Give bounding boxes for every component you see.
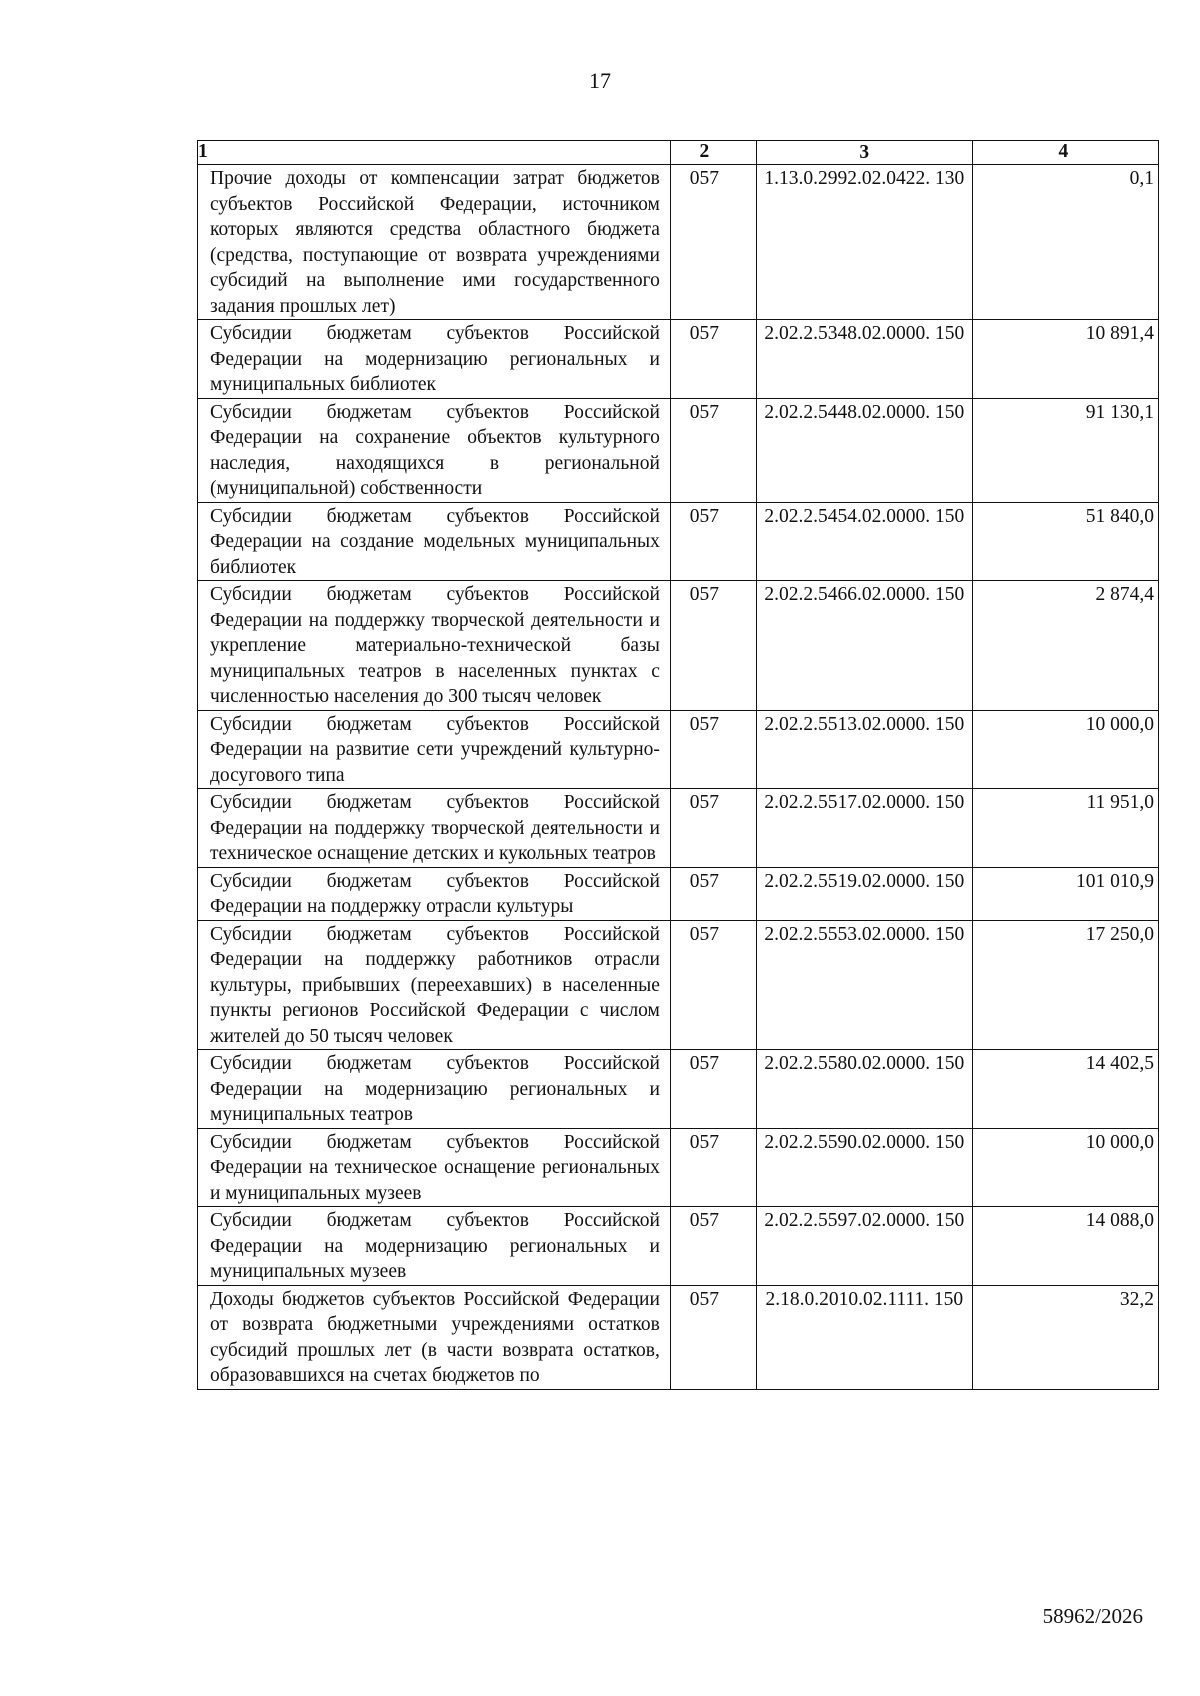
budget-code-cell: 2.02.2.5348.02.0000. 150 <box>756 320 972 399</box>
amount-cell: 51 840,0 <box>972 502 1158 581</box>
admin-code-cell: 057 <box>670 867 756 920</box>
income-name-cell: Субсидии бюджетам субъектов Российской Федерации на модернизацию региональных и муниципальных музеев <box>198 1207 671 1286</box>
table-row <box>198 502 1159 581</box>
budget-code-cell: 2.02.2.5580.02.0000. 150 <box>756 1050 972 1129</box>
admin-code-cell: 057 <box>670 920 756 1050</box>
income-name-cell: Субсидии бюджетам субъектов Российской Федерации на создание модельных муниципальных библиотек <box>198 502 671 581</box>
table-row <box>198 789 1159 868</box>
column-header: 4 <box>972 141 1158 165</box>
table-row <box>198 1285 1159 1389</box>
table-row <box>198 581 1159 711</box>
table-row <box>198 398 1159 502</box>
table-row <box>198 710 1159 789</box>
amount-cell: 2 874,4 <box>972 581 1158 711</box>
admin-code-cell: 057 <box>670 1050 756 1129</box>
table-header-row <box>198 141 1159 165</box>
table-row <box>198 1207 1159 1286</box>
table-row <box>198 320 1159 399</box>
document-code: 58962/2026 <box>1042 1604 1143 1628</box>
amount-cell: 11 951,0 <box>972 789 1158 868</box>
page-number: 17 <box>589 68 611 93</box>
admin-code-cell: 057 <box>670 710 756 789</box>
table-row <box>198 1050 1159 1129</box>
admin-code-cell: 057 <box>670 1128 756 1207</box>
admin-code-cell: 057 <box>670 320 756 399</box>
budget-code-cell: 2.02.2.5519.02.0000. 150 <box>756 867 972 920</box>
budget-code-cell: 2.02.2.5448.02.0000. 150 <box>756 398 972 502</box>
admin-code-cell: 057 <box>670 581 756 711</box>
admin-code-cell: 057 <box>670 1285 756 1389</box>
income-name-cell: Субсидии бюджетам субъектов Российской Федерации на модернизацию региональных и муниципальных театров <box>198 1050 671 1129</box>
income-name-cell: Субсидии бюджетам субъектов Российской Федерации на техническое оснащение региональных и муниципальных музеев <box>198 1128 671 1207</box>
amount-cell: 14 402,5 <box>972 1050 1158 1129</box>
amount-cell: 0,1 <box>972 165 1158 320</box>
income-name-cell: Субсидии бюджетам субъектов Российской Федерации на поддержку творческой деятельности и техническое оснащение детских и кукольных театров <box>198 789 671 868</box>
table-row <box>198 165 1159 320</box>
budget-code-cell: 2.02.2.5553.02.0000. 150 <box>756 920 972 1050</box>
income-name-cell: Субсидии бюджетам субъектов Российской Федерации на модернизацию региональных и муниципальных библиотек <box>198 320 671 399</box>
budget-code-cell: 2.02.2.5517.02.0000. 150 <box>756 789 972 868</box>
budget-code-cell: 2.18.0.2010.02.1111. 150 <box>756 1285 972 1389</box>
budget-code-cell: 2.02.2.5590.02.0000. 150 <box>756 1128 972 1207</box>
budget-code-cell: 2.02.2.5466.02.0000. 150 <box>756 581 972 711</box>
income-name-cell: Доходы бюджетов субъектов Российской Федерации от возврата бюджетными учреждениями остатков субсидий прошлых лет (в части возврата остатков, образовавшихся на счетах бюджетов по <box>198 1285 671 1389</box>
admin-code-cell: 057 <box>670 165 756 320</box>
budget-code-cell: 2.02.2.5513.02.0000. 150 <box>756 710 972 789</box>
amount-cell: 10 000,0 <box>972 710 1158 789</box>
admin-code-cell: 057 <box>670 502 756 581</box>
admin-code-cell: 057 <box>670 1207 756 1286</box>
budget-code-cell: 2.02.2.5597.02.0000. 150 <box>756 1207 972 1286</box>
column-header: 3 <box>756 141 972 165</box>
admin-code-cell: 057 <box>670 398 756 502</box>
income-name-cell: Субсидии бюджетам субъектов Российской Федерации на поддержку творческой деятельности и укрепление материально-технической базы муниципальных театров в населенных пунктах с численностью населения до 300 тысяч человек <box>198 581 671 711</box>
table-row <box>198 920 1159 1050</box>
amount-cell: 32,2 <box>972 1285 1158 1389</box>
income-name-cell: Субсидии бюджетам субъектов Российской Федерации на поддержку работников отрасли культуры, прибывших (переехавших) в населенные пункты регионов Российской Федерации с числом жителей до 50 тысяч человек <box>198 920 671 1050</box>
budget-table <box>197 140 1159 1390</box>
budget-code-cell: 1.13.0.2992.02.0422. 130 <box>756 165 972 320</box>
amount-cell: 10 000,0 <box>972 1128 1158 1207</box>
amount-cell: 91 130,1 <box>972 398 1158 502</box>
income-name-cell: Субсидии бюджетам субъектов Российской Федерации на поддержку отрасли культуры <box>198 867 671 920</box>
table-row <box>198 867 1159 920</box>
amount-cell: 17 250,0 <box>972 920 1158 1050</box>
income-name-cell: Субсидии бюджетам субъектов Российской Федерации на сохранение объектов культурного наследия, находящихся в региональной (муниципальной) собственности <box>198 398 671 502</box>
admin-code-cell: 057 <box>670 789 756 868</box>
income-name-cell: Субсидии бюджетам субъектов Российской Федерации на развитие сети учреждений культурно-досугового типа <box>198 710 671 789</box>
column-header: 1 <box>198 141 671 165</box>
amount-cell: 14 088,0 <box>972 1207 1158 1286</box>
income-name-cell: Прочие доходы от компенсации затрат бюджетов субъектов Российской Федерации, источником которых являются средства областного бюджета (средства, поступающие от возврата учреждениями субсидий на выполнение ими государственного задания прошлых лет) <box>198 165 671 320</box>
budget-code-cell: 2.02.2.5454.02.0000. 150 <box>756 502 972 581</box>
table-body <box>198 165 1159 1390</box>
amount-cell: 101 010,9 <box>972 867 1158 920</box>
amount-cell: 10 891,4 <box>972 320 1158 399</box>
column-header: 2 <box>670 141 756 165</box>
table-row <box>198 1128 1159 1207</box>
